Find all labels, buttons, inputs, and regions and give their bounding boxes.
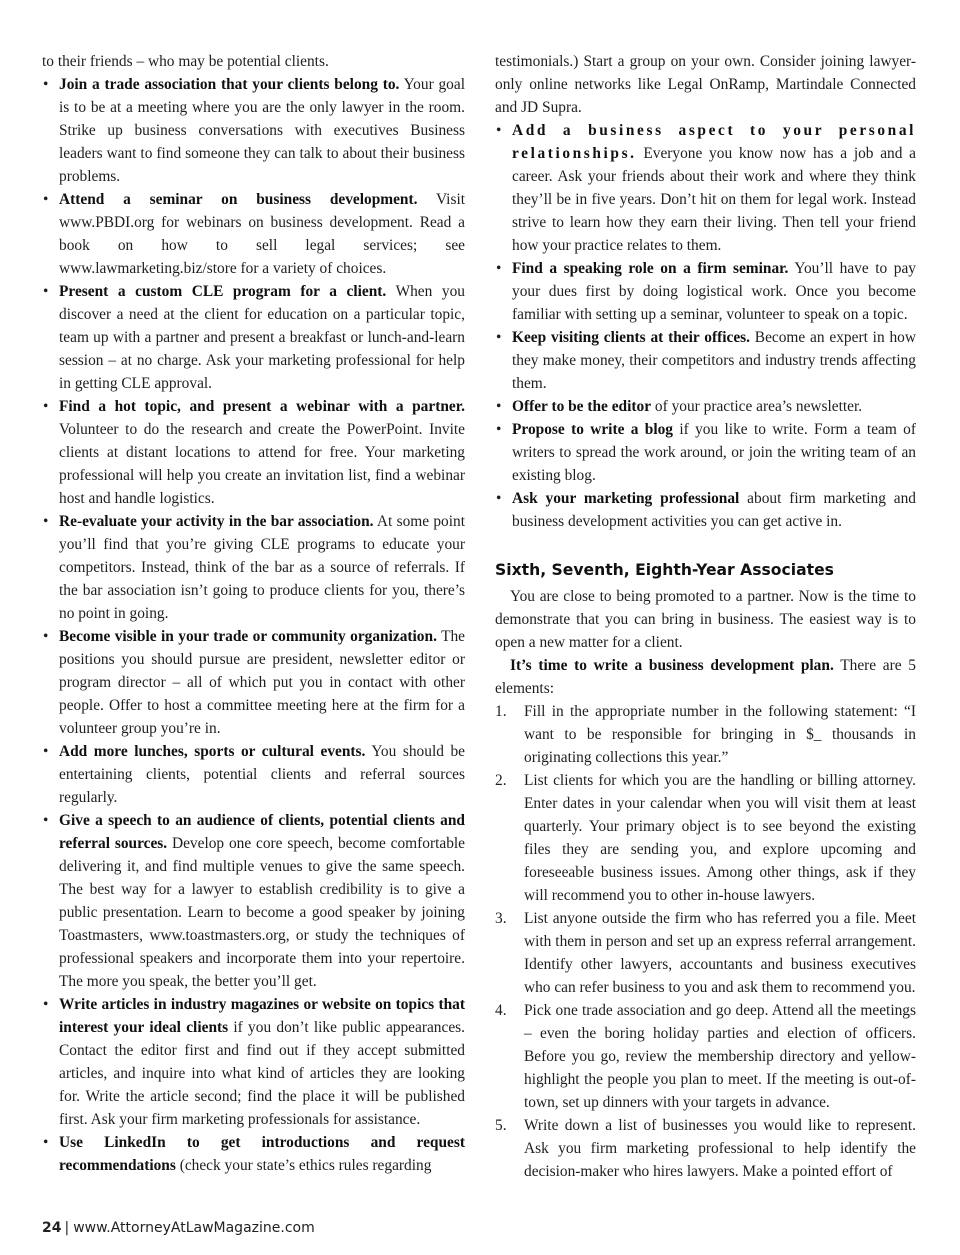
step-number: 1. [495, 703, 507, 720]
list-item [495, 700, 916, 769]
item-heading: Propose to write a blog [512, 421, 674, 438]
list-item [495, 769, 916, 907]
list-item [495, 418, 916, 487]
item-body: of your practice area’s newsletter. [651, 398, 863, 415]
item-body: At some point you’ll find that you’re giving CLE programs to educate your competitors. Instead, think of the bar as a source of referrals. If the bar association isn’t going to produce clients for you, there’s no point in going. [59, 513, 465, 622]
list-item [42, 809, 465, 993]
section-title: Sixth, Seventh, Eighth-Year Associates [495, 561, 834, 579]
page-footer [42, 1220, 315, 1236]
list-item [495, 257, 916, 326]
step-text: List anyone outside the firm who has referred you a file. Meet with them in person and set up an express referral arrangement. Identify other lawyers, accountants and business executives who can refer business to you and ask them to recommend you. [524, 910, 916, 996]
item-body: Become an expert in how they make money, their competitors and industry trends affecting them. [512, 329, 916, 392]
item-body: Develop one core speech, become comfortable delivering it, and find multiple venues to give the same speech. The best way for a lawyer to establish credibility is to give a public presentation. Learn to become a good speaker by joining Toastmasters, www.toastmasters.org, or study the techniques of professional speakers and incorporate them into your repertoire. The more you speak, the better you’ll get. [59, 835, 465, 990]
footer-site-link[interactable]: www.AttorneyAtLawMagazine.com [73, 1220, 315, 1236]
item-heading: Ask your marketing professional [512, 490, 740, 507]
plan-paragraph [495, 654, 916, 700]
right-bullet-list [495, 119, 916, 533]
list-item [42, 73, 465, 188]
list-item [42, 993, 465, 1131]
item-heading: Offer to be the editor [512, 398, 652, 415]
item-heading: Re-evaluate your activity in the bar association. [59, 513, 374, 530]
left-column [42, 50, 465, 1177]
list-item [42, 510, 465, 625]
step-text: Pick one trade association and go deep. Attend all the meetings – even the boring holiday parties and election of officers. Before you go, review the membership directory and yellow-highlight the people you plan to meet. If the meeting is out-of-town, set up dinners with your targets in advance. [524, 1002, 916, 1111]
plan-steps-list [495, 700, 916, 1183]
list-item [42, 395, 465, 510]
item-body: Everyone you know now has a job and a career. Ask your friends about their work and where they think they’ll be in five years. Don’t hit on them for legal work. Instead strive to learn how they earn their living. Then tell your friend how your practice relates to them. [512, 145, 916, 254]
item-heading: Become visible in your trade or community organization. [59, 628, 437, 645]
item-body: When you discover a need at the client for education on a particular topic, team up with a partner and present a breakfast or lunch-and-learn session – at no charge. Ask your marketing professional for help in getting CLE approval. [59, 283, 465, 392]
item-heading: Present a custom CLE program for a client. [59, 283, 387, 300]
list-item [42, 1131, 465, 1177]
right-column [495, 50, 916, 1183]
left-lead-text: to their friends – who may be potential clients. [42, 53, 329, 70]
item-heading: Keep visiting clients at their offices. [512, 329, 750, 346]
list-item [495, 999, 916, 1114]
item-body: (check your state’s ethics rules regarding [175, 1157, 432, 1174]
list-item [42, 625, 465, 740]
step-text: List clients for which you are the handling or billing attorney. Enter dates in your calendar when you will visit them at least quarterly. Your primary object is to see beyond the existing files they are sending you, and explore upcoming and foreseeable business issues. Among other things, ask if they will recommend you to other in-house lawyers. [524, 772, 916, 904]
item-heading: Attend a seminar on business development. [59, 191, 418, 208]
plan-body: There are 5 elements: [495, 657, 916, 697]
list-item [495, 1114, 916, 1183]
item-heading: Find a speaking role on a firm seminar. [512, 260, 789, 277]
item-heading: Add more lunches, sports or cultural events. [59, 743, 366, 760]
list-item [495, 395, 916, 418]
item-body: if you don’t like public appearances. Contact the editor first and find out if they accept submitted articles, and inquire into what kind of articles they are looking for. Write the article second; find the place it will be published first. Ask your firm marketing professionals for assistance. [59, 1019, 465, 1128]
item-heading: Write articles in industry magazines or website on topics that interest your ideal clients [59, 996, 465, 1036]
step-number: 2. [495, 772, 507, 789]
item-body: You should be entertaining clients, potential clients and referral sources regularly. [59, 743, 465, 806]
step-text: Write down a list of businesses you would like to represent. Ask you firm marketing professional to help identify the decision-maker who hires lawyers. Make a pointed effort of [524, 1117, 916, 1180]
page-number: 24 [42, 1220, 62, 1236]
item-body: about firm marketing and business development activities you can get active in. [512, 490, 916, 530]
section-intro: You are close to being promoted to a partner. Now is the time to demonstrate that you can bring in business. The easiest way is to open a new matter for a client. [495, 588, 916, 651]
step-number: 4. [495, 1002, 507, 1019]
item-heading: Find a hot topic, and present a webinar with a partner. [59, 398, 465, 415]
step-number: 3. [495, 910, 507, 927]
item-heading: Add a business aspect to your personal relationships. [512, 122, 916, 162]
footer-separator: | [64, 1220, 70, 1236]
item-heading: Give a speech to an audience of clients, potential clients and referral sources. [59, 812, 465, 852]
item-heading: Use LinkedIn to get introductions and request recommendations [59, 1134, 465, 1174]
list-item [42, 280, 465, 395]
list-item [495, 119, 916, 257]
item-body: Visit www.PBDI.org for webinars on business development. Read a book on how to sell legal services; see www.lawmarketing.biz/store for a variety of choices. [59, 191, 465, 277]
step-number: 5. [495, 1117, 507, 1134]
left-bullet-list [42, 73, 465, 1177]
step-text: Fill in the appropriate number in the following statement: “I want to be responsible for bringing in $_ thousands in originating collections this year.” [524, 703, 916, 766]
list-item [495, 326, 916, 395]
list-item [42, 740, 465, 809]
item-body: You’ll have to pay your dues first by doing logistical work. Once you become familiar with setting up a seminar, volunteer to speak on a topic. [512, 260, 916, 323]
item-body: if you like to write. Form a team of writers to spread the work around, or join the writing team of an existing blog. [512, 421, 916, 484]
item-body: The positions you should pursue are president, newsletter editor or program director – all of which put you in contact with other people. Offer to host a committee meeting here at the firm for a volunteer group you’re in. [59, 628, 465, 737]
item-body: Your goal is to be at a meeting where you are the only lawyer in the room. Strike up business conversations with executives Business leaders want to find someone they can talk to about their business problems. [59, 76, 465, 185]
right-lead-text: testimonials.) Start a group on your own. Consider joining lawyer-only online networks like Legal OnRamp, Martindale Connected and JD Supra. [495, 53, 916, 116]
list-item [42, 188, 465, 280]
plan-heading: It’s time to write a business development plan. [510, 657, 834, 674]
list-item [495, 907, 916, 999]
item-heading: Join a trade association that your clients belong to. [59, 76, 400, 93]
list-item [495, 487, 916, 533]
item-body: Volunteer to do the research and create the PowerPoint. Invite clients at distant locations to attend for free. Your marketing professional will help you create an invitation list, find a webinar host and handle logistics. [59, 421, 465, 507]
